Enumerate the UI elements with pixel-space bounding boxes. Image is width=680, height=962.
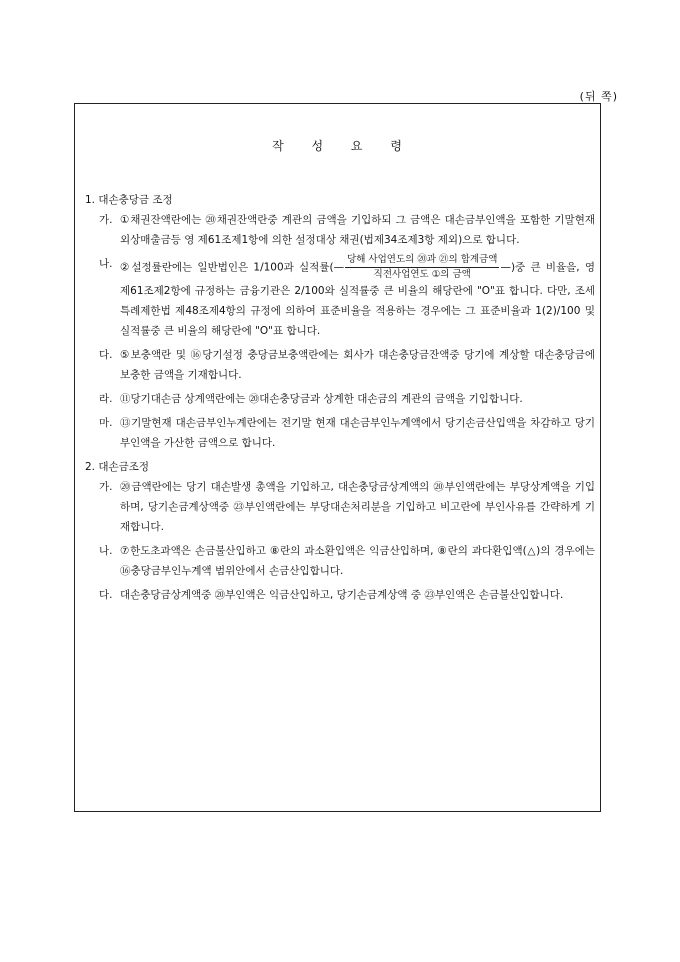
instruction-item bbox=[85, 210, 595, 250]
item-marker: 마. bbox=[99, 417, 113, 429]
instructions-frame bbox=[74, 103, 601, 812]
instruction-item bbox=[85, 585, 595, 605]
item-marker: 나. bbox=[99, 258, 113, 270]
item-marker: 다. bbox=[99, 349, 113, 361]
instruction-item-rate: 나. ②설정률란에는 일반법인은 1/100과 실적률(— $\frac{\text{당해 사업연도의 ⑳과 ㉑의 합계금액}}{\text{직전사업연도 ①의 금액}}$ —)중 큰 비율을, 영 제61조제2항에 규정하는 금융기관은 2/100와 실적률중 큰 비율의 해당란에 "O"표 합니다. 다만, 조세특례제한법 제48조제4항의 규정에 의하여 표준비율을 적용하는 경우에는 그 표준비율과 1(2)/100 및 실적률중 큰 비율의 해당란에 "O"표 합니다. bbox=[99, 254, 595, 337]
item-text: ⑳금액란에는 당기 대손발생 총액을 기입하고, 대손충당금상계액의 ⑳부인액란에는 부당상계액을 기입하며, 당기손금계상액중 ㉓부인액란에는 부당대손처리분을 기입하고 비고란에 부인사유를 간략하게 기재합니다. bbox=[120, 481, 595, 533]
section-heading-allowance: 1. 대손충당금 조정 bbox=[85, 194, 173, 206]
item-marker: 다. bbox=[99, 589, 113, 601]
item-marker: 가. bbox=[99, 481, 113, 493]
item-marker: 라. bbox=[99, 393, 113, 405]
item-text: 대손충당금상계액중 ⑳부인액은 익금산입하고, 당기손금계상액 중 ㉓부인액은 손금불산입합니다. bbox=[120, 589, 564, 601]
instruction-item bbox=[85, 413, 595, 453]
instruction-item bbox=[85, 477, 595, 537]
item-text: ⑦한도초과액은 손금불산입하고 ⑧란의 과소환입액은 익금산입하며, ⑧란의 과다환입액(△)의 경우에는 ⑯충당금부인누계액 범위안에서 손금산입합니다. bbox=[120, 545, 595, 577]
item-text: ①채권잔액란에는 ⑳채권잔액란중 계관의 금액을 기입하되 그 금액은 대손금부인액을 포함한 기말현재 외상매출금등 영 제61조제1항에 의한 설정대상 채권(법제34조제3항 제외)으로 합니다. bbox=[120, 214, 595, 246]
instruction-item bbox=[85, 345, 595, 385]
instructions-content bbox=[85, 190, 595, 609]
instruction-item bbox=[85, 389, 595, 409]
item-marker: 나. bbox=[99, 545, 113, 557]
item-text-after-fraction: )중 큰 비율을, 영 제61조제2항에 규정하는 금융기관은 2/100와 실적률중 큰 비율의 해당란에 "O"표 합니다. 다만, 조세특례제한법 제48조제4항의 규정에 의하여 표준비율을 적용하는 경우에는 그 표준비율과 1(2)/100 및 실적률중 큰 비율의 해당란에 "O"표 합니다. bbox=[120, 261, 595, 337]
instruction-item bbox=[85, 541, 595, 581]
document-title: 작 성 요 령 bbox=[272, 139, 403, 153]
item-text: ⑪당기대손금 상계액란에는 ⑳대손충당금과 상계한 대손금의 계관의 금액을 기입합니다. bbox=[120, 393, 523, 405]
item-marker: 가. bbox=[99, 214, 113, 226]
item-text: ⑤보충액란 및 ⑯당기설정 충당금보충액란에는 회사가 대손충당금잔액중 당기에 계상할 대손충당금에 보충한 금액을 기재합니다. bbox=[120, 349, 595, 381]
section-heading-bad-debt: 2. 대손금조정 bbox=[85, 461, 150, 473]
item-text-before-fraction: ②설정률란에는 일반법인은 1/100과 실적률( bbox=[120, 261, 334, 274]
back-side-label: (뒤 쪽) bbox=[579, 90, 618, 103]
fraction-numerator: 당해 사업연도의 ⑳과 ㉑의 합계금액 bbox=[345, 254, 499, 268]
fraction-denominator: 직전사업연도 ①의 금액 bbox=[373, 269, 471, 280]
achievement-rate-fraction bbox=[345, 254, 499, 281]
item-text: ⑬기말현재 대손금부인누계란에는 전기말 현재 대손금부인누계액에서 당기손금산입액을 차감하고 당기 부인액을 가산한 금액으로 합니다. bbox=[120, 417, 595, 449]
